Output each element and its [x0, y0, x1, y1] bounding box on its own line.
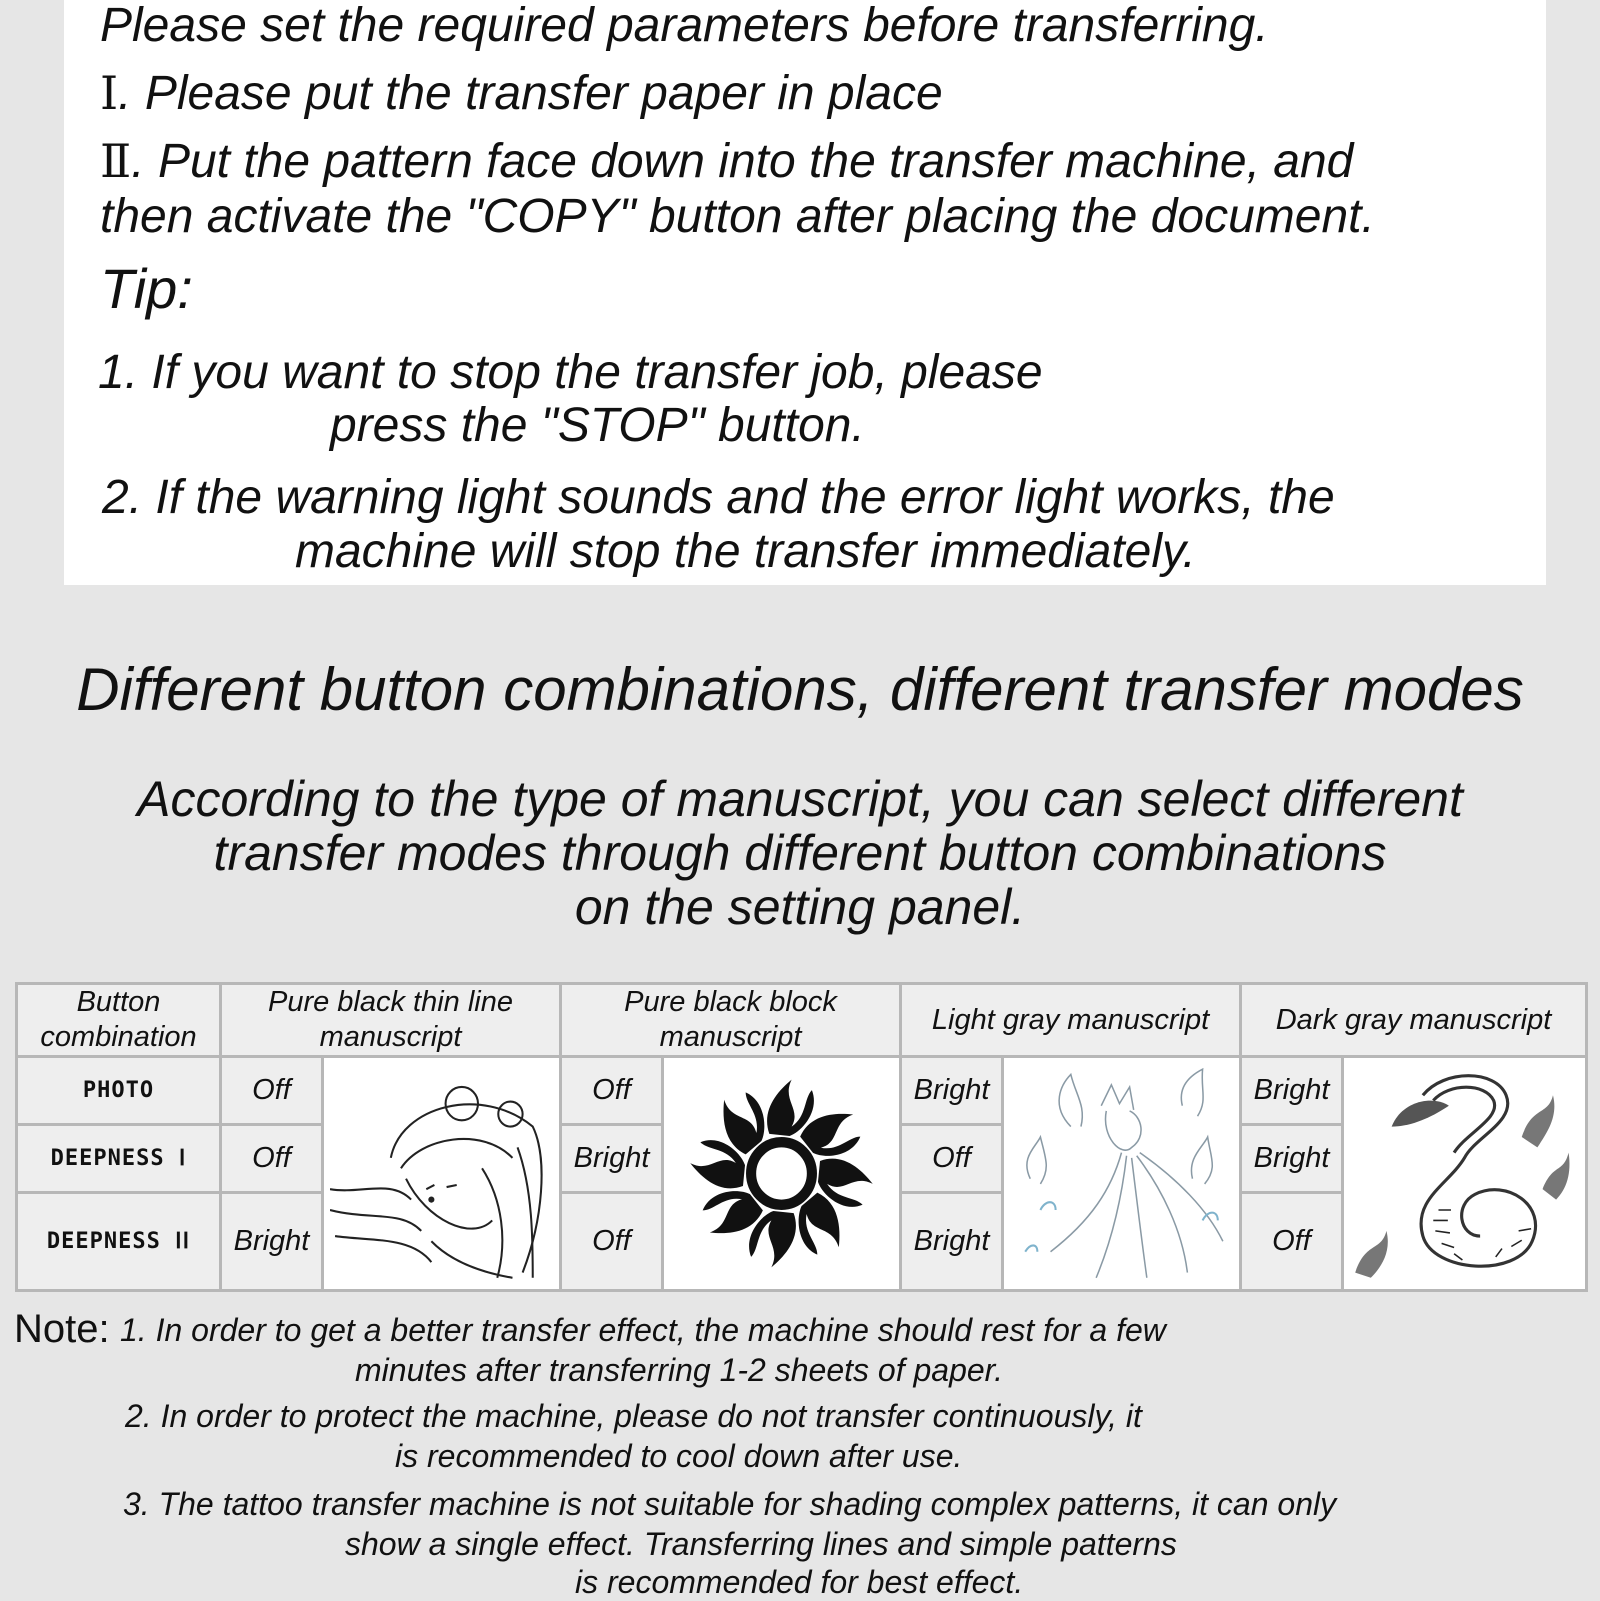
- header-button-combination: Button combination: [17, 984, 221, 1057]
- note-3-line1: 3. The tattoo transfer machine is not suitable for shading complex patterns, it can only: [123, 1486, 1337, 1522]
- anime-girl-line-art-image: [323, 1057, 561, 1291]
- tribal-sun-tattoo-icon: [670, 1064, 893, 1283]
- subheading-line1: According to the type of manuscript, you can select different: [137, 771, 1463, 827]
- tip-1-line1: 1. If you want to stop the transfer job, please: [98, 346, 1043, 399]
- row-label-deepness-2: DEEPNESS ⅠⅠ: [17, 1193, 221, 1291]
- header-block: Pure black block manuscript: [561, 984, 901, 1057]
- step-1: [100, 66, 943, 121]
- anime-girl-line-art-icon: [330, 1064, 553, 1283]
- step-1-text: . Please put the transfer paper in place: [118, 67, 943, 120]
- cell-value: Off: [221, 1057, 323, 1125]
- cell-value: Bright: [1241, 1125, 1343, 1193]
- cell-value: Off: [221, 1125, 323, 1193]
- subheading-line3: on the setting panel.: [574, 879, 1026, 935]
- cobra-snake-tattoo-icon: [1350, 1064, 1579, 1283]
- note-1-line1: 1. In order to get a better transfer effect, the machine should rest for a few: [120, 1312, 1166, 1348]
- fox-spirit-sketch-image: [1003, 1057, 1241, 1291]
- cell-value: Bright: [1241, 1057, 1343, 1125]
- row-label-deepness-1: DEEPNESS Ⅰ: [17, 1125, 221, 1193]
- fox-spirit-sketch-icon: [1010, 1064, 1233, 1283]
- step-2-text: . Put the pattern face down into the transfer machine, and: [131, 135, 1354, 188]
- note-1-line2: minutes after transferring 1-2 sheets of paper.: [355, 1352, 1004, 1388]
- cell-value: Off: [1241, 1193, 1343, 1291]
- header-dark-gray: Dark gray manuscript: [1241, 984, 1587, 1057]
- button-combination-table: [15, 982, 1588, 1292]
- cell-value: Bright: [901, 1057, 1003, 1125]
- tribal-sun-tattoo-image: [663, 1057, 901, 1291]
- note-label: Note:: [14, 1307, 110, 1351]
- cell-value: Bright: [221, 1193, 323, 1291]
- tip-label: Tip:: [100, 257, 193, 320]
- tip-2-line1: 2. If the warning light sounds and the error light works, the: [102, 471, 1335, 524]
- subheading-line2: transfer modes through different button combinations: [213, 825, 1387, 881]
- header-thin-line: Pure black thin line manuscript: [221, 984, 561, 1057]
- step-1-numeral: Ⅰ: [100, 66, 119, 120]
- modes-heading: Different button combinations, different transfer modes: [76, 656, 1524, 723]
- intro-text: Please set the required parameters before transferring.: [100, 0, 1269, 52]
- step-2-continuation: then activate the "COPY" button after placing the document.: [100, 190, 1375, 243]
- cell-value: Off: [901, 1125, 1003, 1193]
- note-3-line2: show a single effect. Transferring lines and simple patterns: [345, 1526, 1177, 1562]
- cell-value: Bright: [901, 1193, 1003, 1291]
- tip-2-line2: machine will stop the transfer immediately.: [295, 525, 1196, 578]
- note-3-line3: is recommended for best effect.: [575, 1564, 1024, 1600]
- note-2-line2: is recommended to cool down after use.: [395, 1438, 963, 1474]
- step-2-numeral: Ⅱ: [100, 134, 132, 188]
- row-label-photo: PHOTO: [17, 1057, 221, 1125]
- cell-value: Bright: [561, 1125, 663, 1193]
- header-light-gray: Light gray manuscript: [901, 984, 1241, 1057]
- cell-value: Off: [561, 1057, 663, 1125]
- step-2: [100, 134, 1353, 189]
- note-2-line1: 2. In order to protect the machine, please do not transfer continuously, it: [125, 1398, 1142, 1434]
- cell-value: Off: [561, 1193, 663, 1291]
- cobra-snake-tattoo-image: [1343, 1057, 1587, 1291]
- tip-1-line2: press the "STOP" button.: [330, 399, 865, 452]
- table-row: [17, 1057, 1587, 1125]
- table-header-row: [17, 984, 1587, 1057]
